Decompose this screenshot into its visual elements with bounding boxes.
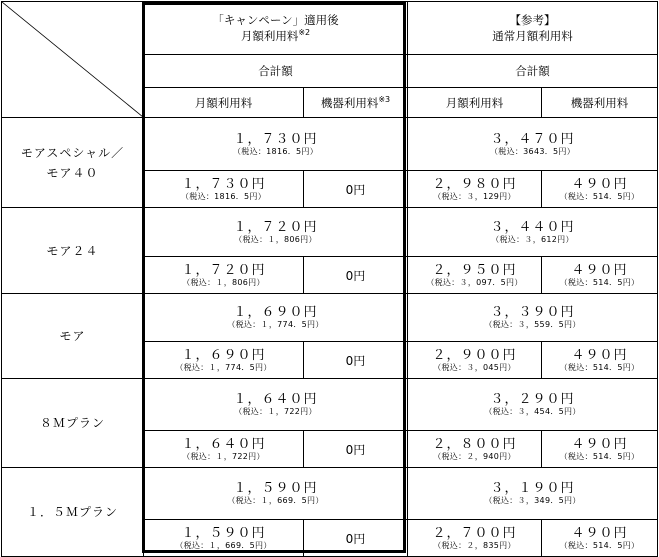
reference-monthly-tax: （税込：３，129円） bbox=[433, 191, 516, 201]
campaign-device-value: 0円 bbox=[304, 520, 408, 557]
plan-name: モア bbox=[59, 329, 86, 343]
reference-monthly-cell bbox=[408, 171, 542, 208]
reference-device-tax: （税込：514．5円） bbox=[559, 451, 640, 461]
plan-row-total bbox=[2, 379, 658, 431]
reference-monthly-value: ２，７００円 bbox=[432, 525, 517, 541]
campaign-device-value: 0円 bbox=[304, 342, 408, 379]
reference-total-cell bbox=[408, 294, 658, 342]
campaign-total-value: １，５９０円 bbox=[233, 481, 318, 496]
reference-monthly-cell bbox=[408, 520, 542, 557]
reference-monthly-header: 月額利用料 bbox=[408, 88, 542, 118]
reference-title: 【参考】 bbox=[509, 13, 556, 27]
plan-name: ８Ｍプラン bbox=[39, 416, 105, 430]
campaign-device-value: 0円 bbox=[304, 257, 408, 294]
campaign-total-tax: （税込：1816．5円） bbox=[232, 146, 319, 156]
campaign-total-value: １，７２０円 bbox=[233, 219, 318, 235]
campaign-total-value: １，７３０円 bbox=[233, 131, 318, 147]
campaign-total-tax: （税込：１，669．5円） bbox=[227, 496, 324, 505]
reference-monthly-value: ２，９５０円 bbox=[432, 262, 517, 278]
reference-header bbox=[408, 2, 658, 55]
campaign-monthly-value: １，６４０円 bbox=[181, 436, 266, 452]
campaign-total-value: １，６９０円 bbox=[233, 305, 318, 320]
plan-name-cell bbox=[2, 379, 144, 468]
campaign-total-cell bbox=[144, 379, 408, 431]
reference-total-cell bbox=[408, 468, 658, 520]
reference-total-tax: （税込：3643．5円） bbox=[489, 146, 576, 156]
reference-total-value: ３，４４０円 bbox=[490, 219, 575, 235]
reference-total-tax: （税込：３，454．5円） bbox=[484, 407, 581, 416]
reference-total-value: ３，４７０円 bbox=[490, 131, 575, 147]
reference-subtitle: 通常月額利用料 bbox=[492, 29, 573, 43]
campaign-note: ※2 bbox=[298, 28, 311, 38]
campaign-total-cell bbox=[144, 468, 408, 520]
campaign-total-cell bbox=[144, 118, 408, 171]
campaign-monthly-tax: （税込：1816．5円） bbox=[180, 191, 267, 201]
reference-device-value: ４９０円 bbox=[571, 525, 628, 541]
reference-device-tax: （税込：514．5円） bbox=[559, 540, 640, 550]
reference-total-cell bbox=[408, 208, 658, 257]
campaign-total-tax: （税込：１，722円） bbox=[234, 407, 317, 416]
reference-device-tax: （税込：514．5円） bbox=[559, 362, 640, 372]
reference-monthly-cell bbox=[408, 342, 542, 379]
campaign-total-header: 合計額 bbox=[144, 55, 408, 88]
campaign-monthly-cell bbox=[144, 257, 304, 294]
reference-device-value: ４９０円 bbox=[571, 347, 628, 363]
plan-row-total bbox=[2, 468, 658, 520]
campaign-monthly-value: １，７３０円 bbox=[181, 176, 266, 192]
plan-name-cell bbox=[2, 468, 144, 557]
reference-monthly-tax: （税込：３，097．5円） bbox=[426, 277, 523, 287]
reference-device-value: ４９０円 bbox=[571, 262, 628, 278]
plan-name-cell bbox=[2, 208, 144, 294]
reference-total-value: ３，２９０円 bbox=[490, 392, 575, 407]
reference-total-cell bbox=[408, 118, 658, 171]
reference-monthly-value: ２，９８０円 bbox=[432, 176, 517, 192]
campaign-monthly-tax: （税込：１，722円） bbox=[182, 451, 265, 461]
plan-name: １．５Ｍプラン bbox=[26, 505, 118, 519]
reference-monthly-value: ２，８００円 bbox=[432, 436, 517, 452]
reference-monthly-tax: （税込：２，835円） bbox=[433, 540, 516, 550]
campaign-device-value: 0円 bbox=[304, 431, 408, 468]
reference-device-cell bbox=[542, 257, 658, 294]
campaign-subtitle: 月額利用料 bbox=[240, 29, 299, 43]
campaign-monthly-tax: （税込：１，806円） bbox=[182, 277, 265, 287]
campaign-device-header: 機器利用料$^{※3}$ bbox=[304, 88, 408, 118]
campaign-monthly-cell bbox=[144, 520, 304, 557]
reference-total-tax: （税込：３，612円） bbox=[491, 234, 574, 244]
campaign-title: 「キャンペーン」適用後 bbox=[212, 13, 339, 27]
plan-name-cell bbox=[2, 294, 144, 379]
campaign-total-tax: （税込：１，774．5円） bbox=[227, 320, 324, 329]
diagonal-line bbox=[2, 2, 143, 117]
reference-monthly-tax: （税込：３，045円） bbox=[433, 362, 516, 372]
reference-device-cell bbox=[542, 342, 658, 379]
device-note: ※3 bbox=[378, 94, 391, 104]
campaign-monthly-cell bbox=[144, 431, 304, 468]
plan-name-cell bbox=[2, 118, 144, 208]
campaign-device-value: 0円 bbox=[304, 171, 408, 208]
price-table bbox=[1, 1, 658, 557]
campaign-monthly-header: 月額利用料 bbox=[144, 88, 304, 118]
campaign-total-tax: （税込：１，806円） bbox=[234, 234, 317, 244]
campaign-total-cell bbox=[144, 294, 408, 342]
corner-cell bbox=[2, 2, 144, 118]
reference-device-cell bbox=[542, 431, 658, 468]
reference-monthly-tax: （税込：２，940円） bbox=[433, 451, 516, 461]
reference-monthly-cell bbox=[408, 431, 542, 468]
reference-device-tax: （税込：514．5円） bbox=[559, 277, 640, 287]
reference-device-header: 機器利用料 bbox=[542, 88, 658, 118]
reference-device-value: ４９０円 bbox=[571, 176, 628, 192]
campaign-monthly-cell bbox=[144, 342, 304, 379]
reference-total-header: 合計額 bbox=[408, 55, 658, 88]
campaign-monthly-value: １，６９０円 bbox=[181, 347, 266, 363]
reference-total-value: ３，１９０円 bbox=[490, 481, 575, 496]
reference-monthly-value: ２，９００円 bbox=[432, 347, 517, 363]
campaign-total-value: １，６４０円 bbox=[233, 392, 318, 407]
plan-name: モア２４ bbox=[46, 243, 99, 258]
campaign-monthly-value: １，７２０円 bbox=[181, 262, 266, 278]
reference-device-cell bbox=[542, 520, 658, 557]
reference-device-cell bbox=[542, 171, 658, 208]
reference-monthly-cell bbox=[408, 257, 542, 294]
plan-row-total bbox=[2, 294, 658, 342]
reference-total-cell bbox=[408, 379, 658, 431]
reference-total-tax: （税込：３，559．5円） bbox=[484, 320, 581, 329]
campaign-header bbox=[144, 2, 408, 55]
reference-total-tax: （税込：３，349．5円） bbox=[484, 496, 581, 505]
reference-device-value: ４９０円 bbox=[571, 436, 628, 452]
plan-row-total bbox=[2, 118, 658, 171]
campaign-monthly-cell bbox=[144, 171, 304, 208]
campaign-monthly-tax: （税込：１，774．5円） bbox=[175, 362, 272, 372]
plan-name-line2: モア４０ bbox=[46, 165, 99, 180]
campaign-monthly-tax: （税込：１，669．5円） bbox=[175, 540, 272, 550]
campaign-total-cell bbox=[144, 208, 408, 257]
reference-total-value: ３，３９０円 bbox=[490, 305, 575, 320]
plan-name-line1: モアスペシャル／ bbox=[20, 145, 125, 160]
campaign-monthly-value: １，５９０円 bbox=[181, 525, 266, 541]
reference-device-tax: （税込：514．5円） bbox=[559, 191, 640, 201]
plan-row-total bbox=[2, 208, 658, 257]
